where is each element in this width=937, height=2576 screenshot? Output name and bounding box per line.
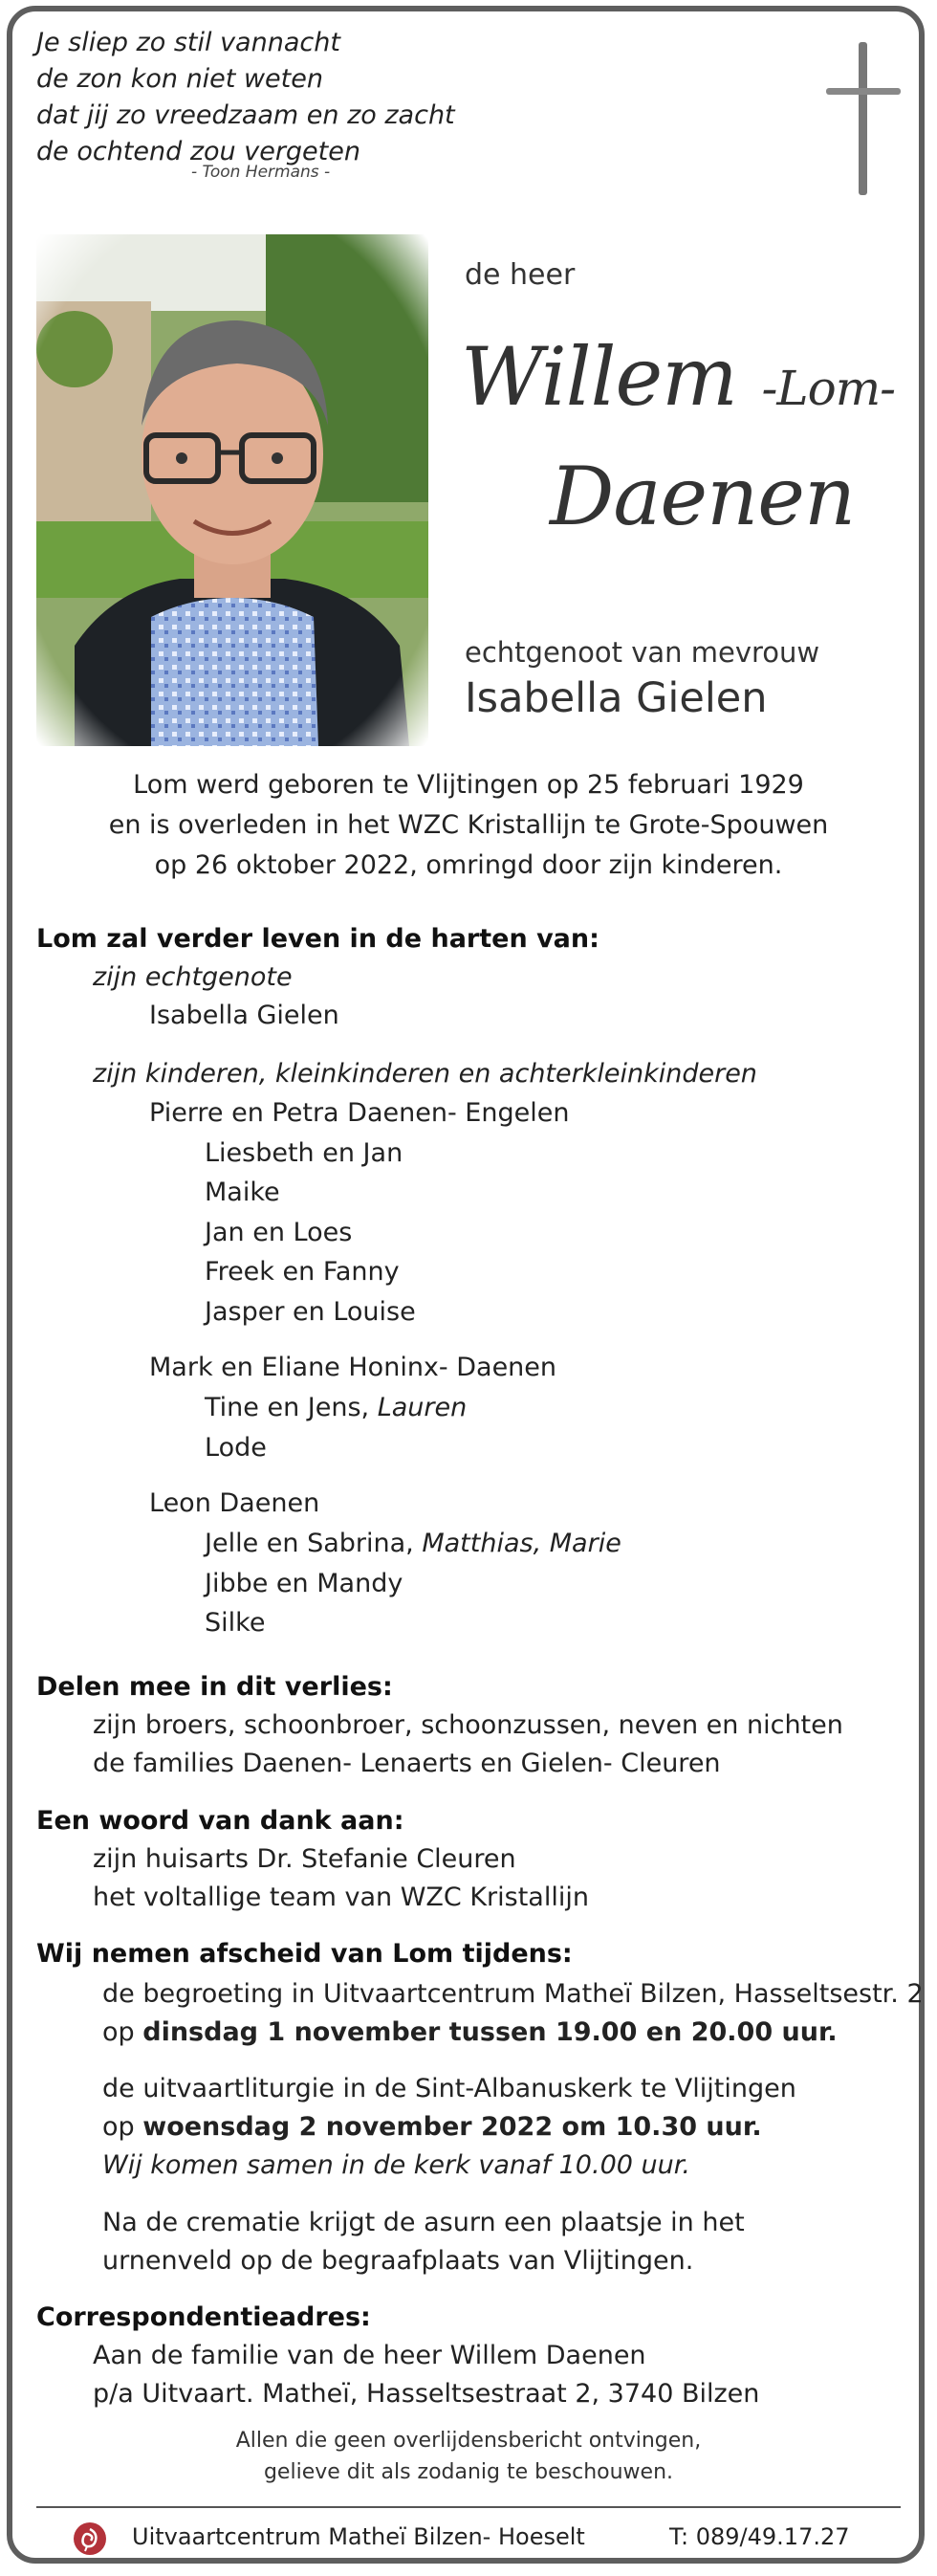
liturgy-when: woensdag 2 november 2022 om 10.30 uur. <box>142 2112 762 2142</box>
correspondence-heading: Correspondentieadres: <box>36 2302 371 2332</box>
grandchild-entry: Silke <box>205 1608 266 1638</box>
grandchild-entry: Liesbeth en Jan <box>205 1138 403 1168</box>
footer-divider <box>36 2506 901 2508</box>
liturgy-prefix: op <box>102 2112 143 2142</box>
pre-title: de heer <box>465 258 576 292</box>
thanks-line: het voltallige team van WZC Kristallijn <box>93 1882 589 1912</box>
loss-line: zijn broers, schoonbroer, schoonzussen, neven en nichten <box>93 1710 843 1740</box>
grandchild-entry: Freek en Fanny <box>205 1257 400 1287</box>
loss-heading: Delen mee in dit verlies: <box>36 1672 393 1702</box>
great-grandchildren: Lauren <box>377 1393 468 1422</box>
grandchild-entry: Jan en Loes <box>205 1218 353 1247</box>
child-couple-pierre: Pierre en Petra Daenen- Engelen <box>149 1098 570 1128</box>
family-heading: Lom zal verder leven in de harten van: <box>36 924 599 954</box>
grandchild-entry: Maike <box>205 1178 280 1207</box>
thanks-line: zijn huisarts Dr. Stefanie Cleuren <box>93 1844 516 1874</box>
viewing-prefix: op <box>102 2017 143 2047</box>
closing-note <box>0 2425 937 2488</box>
viewing-line: de begroeting in Uitvaartcentrum Matheï Bilzen, Hasseltsestr. 2 <box>102 1979 924 2009</box>
grandchild-couple: Jelle en Sabrina, <box>205 1529 414 1558</box>
poem <box>36 25 455 170</box>
portrait-photo <box>36 234 428 746</box>
correspondence-line: Aan de familie van de heer Willem Daenen <box>93 2341 646 2370</box>
farewell-heading: Wij nemen afscheid van Lom tijdens: <box>36 1939 573 1969</box>
spouse-name: Isabella Gielen <box>465 674 768 722</box>
cremation-line: Na de crematie krijgt de asurn een plaatsje in het <box>102 2208 745 2237</box>
correspondence-line: p/a Uitvaart. Matheï, Hasseltsestraat 2, 3740 Bilzen <box>93 2379 760 2409</box>
cross-icon <box>824 40 903 201</box>
liturgy-line: de uitvaartliturgie in de Sint-Albanuskerk te Vlijtingen <box>102 2074 796 2103</box>
grandchild-entry: Jasper en Louise <box>205 1297 416 1327</box>
child-leon: Leon Daenen <box>149 1488 320 1518</box>
spouse-label: echtgenoot van mevrouw <box>465 636 820 669</box>
deceased-first-name <box>461 330 895 424</box>
bio-line: en is overleden in het WZC Kristallijn te Grote-Spouwen <box>108 810 829 840</box>
bio-line: Lom werd geboren te Vlijtingen op 25 februari 1929 <box>133 770 804 800</box>
poem-line: de zon kon niet weten <box>36 64 323 94</box>
first-name: Willem <box>461 330 737 424</box>
liturgy-time <box>102 2112 762 2142</box>
child-couple-mark: Mark en Eliane Honinx- Daenen <box>149 1353 557 1382</box>
poem-line: de ochtend zou vergeten <box>36 137 360 166</box>
grandchild-entry: Jibbe en Mandy <box>205 1569 403 1598</box>
grandchild-entry <box>205 1529 621 1558</box>
grandchild-couple: Tine en Jens, <box>205 1393 370 1422</box>
rose-logo-icon <box>73 2521 107 2556</box>
loss-line: de families Daenen- Lenaerts en Gielen- Cleuren <box>93 1749 721 1778</box>
closing-line: Allen die geen overlijdensbericht ontvingen, <box>235 2429 702 2453</box>
children-label: zijn kinderen, kleinkinderen en achterkleinkinderen <box>93 1059 757 1089</box>
spouse-relation-label: zijn echtgenote <box>93 962 293 992</box>
nickname: -Lom- <box>761 361 896 416</box>
poem-author: - Toon Hermans - <box>191 163 331 182</box>
viewing-when: dinsdag 1 november tussen 19.00 en 20.00 uur. <box>142 2017 838 2047</box>
deceased-last-name: Daenen <box>550 450 856 543</box>
thanks-heading: Een woord van dank aan: <box>36 1806 404 1836</box>
liturgy-note: Wij komen samen in de kerk vanaf 10.00 uur. <box>102 2150 690 2180</box>
bio-line: op 26 oktober 2022, omringd door zijn kinderen. <box>154 850 783 880</box>
spouse-entry: Isabella Gielen <box>149 1001 339 1030</box>
funeral-home-name: Uitvaartcentrum Matheï Bilzen- Hoeselt <box>132 2523 585 2550</box>
viewing-time <box>102 2017 838 2047</box>
closing-line: gelieve dit als zodanig te beschouwen. <box>263 2460 674 2484</box>
biography <box>0 765 937 886</box>
cremation-line: urnenveld op de begraafplaats van Vlijtingen. <box>102 2246 694 2276</box>
poem-line: dat jij zo vreedzaam en zo zacht <box>36 100 455 130</box>
great-grandchildren: Matthias, Marie <box>422 1529 621 1558</box>
grandchild-entry <box>205 1393 467 1422</box>
poem-line: Je sliep zo stil vannacht <box>36 28 340 57</box>
funeral-home-phone: T: 089/49.17.27 <box>669 2523 850 2550</box>
grandchild-entry: Lode <box>205 1433 267 1463</box>
